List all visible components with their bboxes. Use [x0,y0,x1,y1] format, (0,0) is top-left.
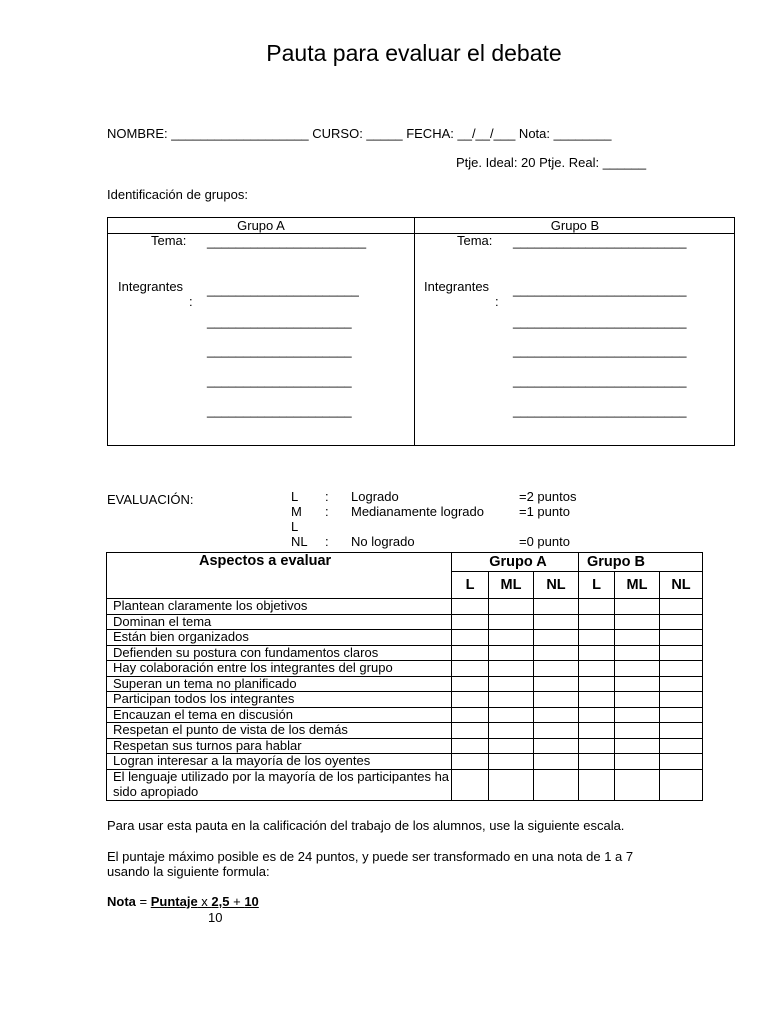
table-row [107,723,703,739]
integrantes-colon-a: : [189,294,193,309]
col-l-b: L [579,572,615,599]
score-cell[interactable] [489,645,534,661]
aspect-label: Encauzan el tema en discusión [107,707,452,723]
integrantes-blank-b-4: ________________________ [513,373,687,388]
aspect-label: Defienden su postura con fundamentos claros [107,645,452,661]
col-ml-a: ML [489,572,534,599]
score-cell[interactable] [489,676,534,692]
evaluation-table [106,552,703,801]
scale-points: =1 punto [519,504,570,519]
scale-code: L [291,519,299,534]
score-cell[interactable] [660,676,703,692]
table-row [107,738,703,754]
score-cell[interactable] [489,630,534,646]
score-cell[interactable] [579,614,615,630]
aspect-label: Logran interesar a la mayoría de los oyentes [107,754,452,770]
tema-label-a: Tema: [151,233,187,248]
scale-sep: : [325,534,329,549]
table-row [107,707,703,723]
col-nl-b: NL [660,572,703,599]
formula-puntaje: Puntaje [150,894,198,909]
score-cell[interactable] [452,707,489,723]
integrantes-blank-a-4: ____________________ [207,373,352,388]
scale-note: Para usar esta pauta en la calificación del trabajo de los alumnos, use la siguiente escala. [107,818,625,833]
group-a-column-header: Grupo A [452,553,579,572]
score-cell[interactable] [579,754,615,770]
score-cell[interactable] [660,599,703,615]
table-row [107,754,703,770]
scale-desc: Medianamente logrado [351,504,484,519]
score-cell[interactable] [452,754,489,770]
score-cell[interactable] [615,599,660,615]
aspect-label: Respetan sus turnos para hablar [107,738,452,754]
score-cell[interactable] [534,599,579,615]
score-line: Ptje. Ideal: 20 Ptje. Real: ______ [456,155,647,170]
scale-desc: No logrado [351,534,415,549]
score-cell[interactable] [579,723,615,739]
table-row [107,630,703,646]
score-cell[interactable] [579,692,615,708]
score-cell[interactable] [615,661,660,677]
scale-code: L [291,489,299,504]
formula-times: x [197,894,212,909]
score-cell[interactable] [452,645,489,661]
score-cell[interactable] [452,599,489,615]
integrantes-blank-a-5: ____________________ [207,403,352,418]
score-cell[interactable] [579,769,615,800]
tema-blank-b: ________________________ [513,234,687,249]
page-title: Pauta para evaluar el debate [266,40,562,66]
score-cell[interactable] [534,692,579,708]
score-cell[interactable] [615,707,660,723]
integrantes-blank-a-1: _____________________ [207,282,359,297]
integrantes-blank-a-2: ____________________ [207,314,352,329]
integrantes-blank-a-3: ____________________ [207,343,352,358]
groups-table [107,217,735,446]
aspect-label: Respetan el punto de vista de los demás [107,723,452,739]
group-b-header: Grupo B [415,218,735,234]
score-cell[interactable] [489,692,534,708]
aspect-label: Dominan el tema [107,614,452,630]
integrantes-blank-b-2: ________________________ [513,314,687,329]
scale-sep: : [325,504,329,519]
aspect-label: Participan todos los integrantes [107,692,452,708]
score-cell[interactable] [615,692,660,708]
aspect-label: El lenguaje utilizado por la mayoría de los participantes ha sido apropiado [107,769,452,800]
formula-factor: 2,5 [211,894,230,909]
score-cell[interactable] [534,645,579,661]
score-cell[interactable] [660,769,703,800]
col-nl-a: NL [534,572,579,599]
score-cell[interactable] [452,614,489,630]
aspect-label: Plantean claramente los objetivos [107,599,452,615]
tema-label-b: Tema: [457,233,493,248]
score-cell[interactable] [452,738,489,754]
score-cell[interactable] [534,723,579,739]
score-cell[interactable] [660,645,703,661]
table-row [107,676,703,692]
score-cell[interactable] [660,738,703,754]
col-l-a: L [452,572,489,599]
score-cell[interactable] [579,707,615,723]
score-cell[interactable] [489,723,534,739]
score-cell[interactable] [615,645,660,661]
score-cell[interactable] [452,723,489,739]
score-cell[interactable] [660,692,703,708]
score-cell[interactable] [534,738,579,754]
scale-code: NL [291,534,308,549]
group-b-column-header: Grupo B [579,553,703,572]
integrantes-label-a: Integrantes [118,279,184,294]
table-row [107,599,703,615]
aspect-label: Superan un tema no planificado [107,676,452,692]
score-cell[interactable] [534,707,579,723]
table-row [107,769,703,800]
score-cell[interactable] [615,754,660,770]
scale-code: M [291,504,302,519]
aspects-header: Aspectos a evaluar [107,553,452,599]
integrantes-blank-b-5: ________________________ [513,403,687,418]
score-cell[interactable] [534,661,579,677]
integrantes-blank-b-3: ________________________ [513,343,687,358]
score-cell[interactable] [452,630,489,646]
score-cell[interactable] [452,692,489,708]
scale-sep: : [325,489,329,504]
score-cell[interactable] [660,723,703,739]
score-cell[interactable] [489,599,534,615]
score-cell[interactable] [489,754,534,770]
score-cell[interactable] [660,707,703,723]
score-cell[interactable] [615,676,660,692]
table-row [107,645,703,661]
groups-heading: Identificación de grupos: [107,187,248,202]
formula-equals: = [135,894,151,909]
score-cell[interactable] [489,707,534,723]
formula [107,894,259,909]
groups-divider [414,218,415,445]
score-cell[interactable] [579,661,615,677]
score-cell[interactable] [660,754,703,770]
score-cell[interactable] [534,676,579,692]
score-cell[interactable] [579,676,615,692]
score-cell[interactable] [615,614,660,630]
integrantes-colon-b: : [495,294,499,309]
formula-plus: + [229,894,245,909]
score-cell[interactable] [579,645,615,661]
group-a-header: Grupo A [108,218,414,234]
score-cell[interactable] [534,769,579,800]
score-cell[interactable] [489,738,534,754]
integrantes-label-b: Integrantes [424,279,490,294]
score-cell[interactable] [660,630,703,646]
max-note-line-2: usando la siguiente formula: [107,864,270,879]
scale-points: =2 puntos [519,489,577,504]
score-cell[interactable] [534,614,579,630]
score-cell[interactable] [534,630,579,646]
formula-nota: Nota [107,894,136,909]
score-cell[interactable] [615,723,660,739]
table-row [107,661,703,677]
col-ml-b: ML [615,572,660,599]
score-cell[interactable] [660,661,703,677]
max-note-line-1: El puntaje máximo posible es de 24 puntos, y puede ser transformado en una nota de 1 a 7 [107,849,634,864]
score-cell[interactable] [579,599,615,615]
integrantes-blank-b-1: ________________________ [513,282,687,297]
score-cell[interactable] [615,630,660,646]
score-cell[interactable] [615,738,660,754]
scale-desc: Logrado [351,489,399,504]
score-cell[interactable] [660,614,703,630]
aspect-label: Están bien organizados [107,630,452,646]
formula-denominator: 10 [208,910,223,925]
score-cell[interactable] [489,614,534,630]
evaluation-label: EVALUACIÓN: [107,492,194,507]
score-cell[interactable] [452,661,489,677]
score-cell[interactable] [534,754,579,770]
formula-ten: 10 [244,894,259,909]
score-cell[interactable] [579,738,615,754]
table-row [107,614,703,630]
score-cell[interactable] [489,661,534,677]
score-cell[interactable] [615,769,660,800]
table-row [107,692,703,708]
tema-blank-a: ______________________ [207,234,367,249]
score-cell[interactable] [452,769,489,800]
aspect-label: Hay colaboración entre los integrantes del grupo [107,661,452,677]
scale-points: =0 punto [519,534,570,549]
header-line: NOMBRE: ___________________ CURSO: _____ FECHA: __/__/___ Nota: ________ [107,126,612,141]
score-cell[interactable] [579,630,615,646]
score-cell[interactable] [489,769,534,800]
score-cell[interactable] [452,676,489,692]
